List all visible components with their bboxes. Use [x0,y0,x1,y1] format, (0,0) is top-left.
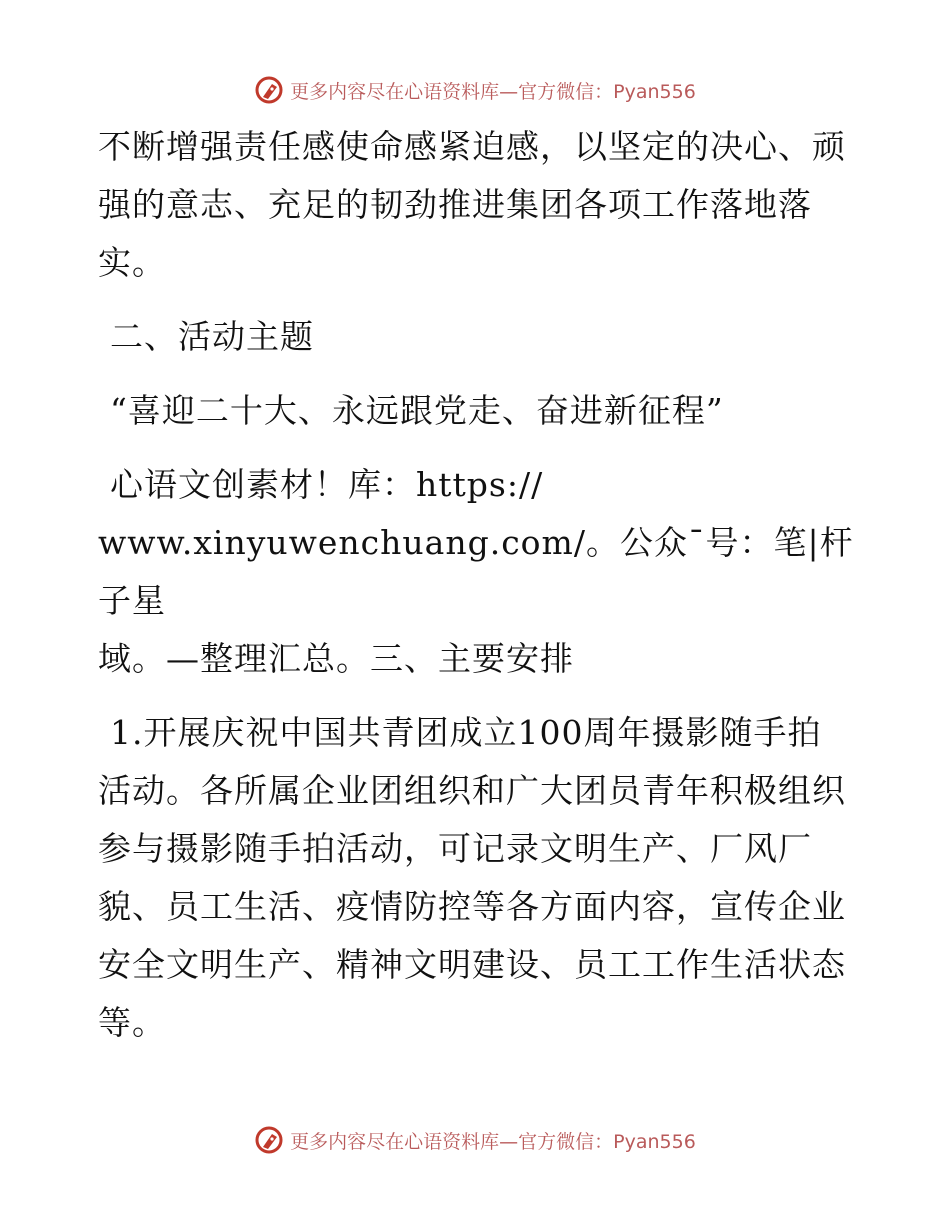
paragraph-line: 不断增强责任感使命感紧迫感，以坚定的决心、顽 [98,127,846,166]
source-line: www.xinyuwenchuang.com/。公众¯号：笔|杆子星 [98,523,854,620]
pen-nib-circle-icon [254,75,284,105]
banner-text: 更多内容尽在心语资料库—官方微信：Pyan556 [290,1130,696,1153]
source-line: 域。—整理汇总。三、主要安排 [98,639,574,678]
list-item-line: 活动。各所属企业团组织和广大团员青年积极组织 [98,771,846,810]
header-banner [0,70,950,110]
list-item-line: 1.开展庆祝中国共青团成立100周年摄影随手拍 [110,713,822,752]
document-body [98,118,858,1052]
list-item-line: 等。 [98,1003,166,1042]
list-item-line: 参与摄影随手拍活动，可记录文明生产、厂风厂 [98,829,812,868]
section-heading: 二、活动主题 [110,317,314,356]
paragraph-line: 实。 [98,243,166,282]
source-line: 心语文创素材！库：https:// [110,465,544,504]
paragraph-line: 强的意志、充足的韧劲推进集团各项工作落地落 [98,185,812,224]
footer-banner [0,1120,950,1160]
list-item-line: 安全文明生产、精神文明建设、员工工作生活状态 [98,945,846,984]
theme-slogan: “喜迎二十大、永远跟党走、奋进新征程” [110,391,724,430]
pen-nib-circle-icon [254,1125,284,1155]
banner-text: 更多内容尽在心语资料库—官方微信：Pyan556 [290,80,696,103]
list-item-line: 貌、员工生活、疫情防控等各方面内容，宣传企业 [98,887,846,926]
